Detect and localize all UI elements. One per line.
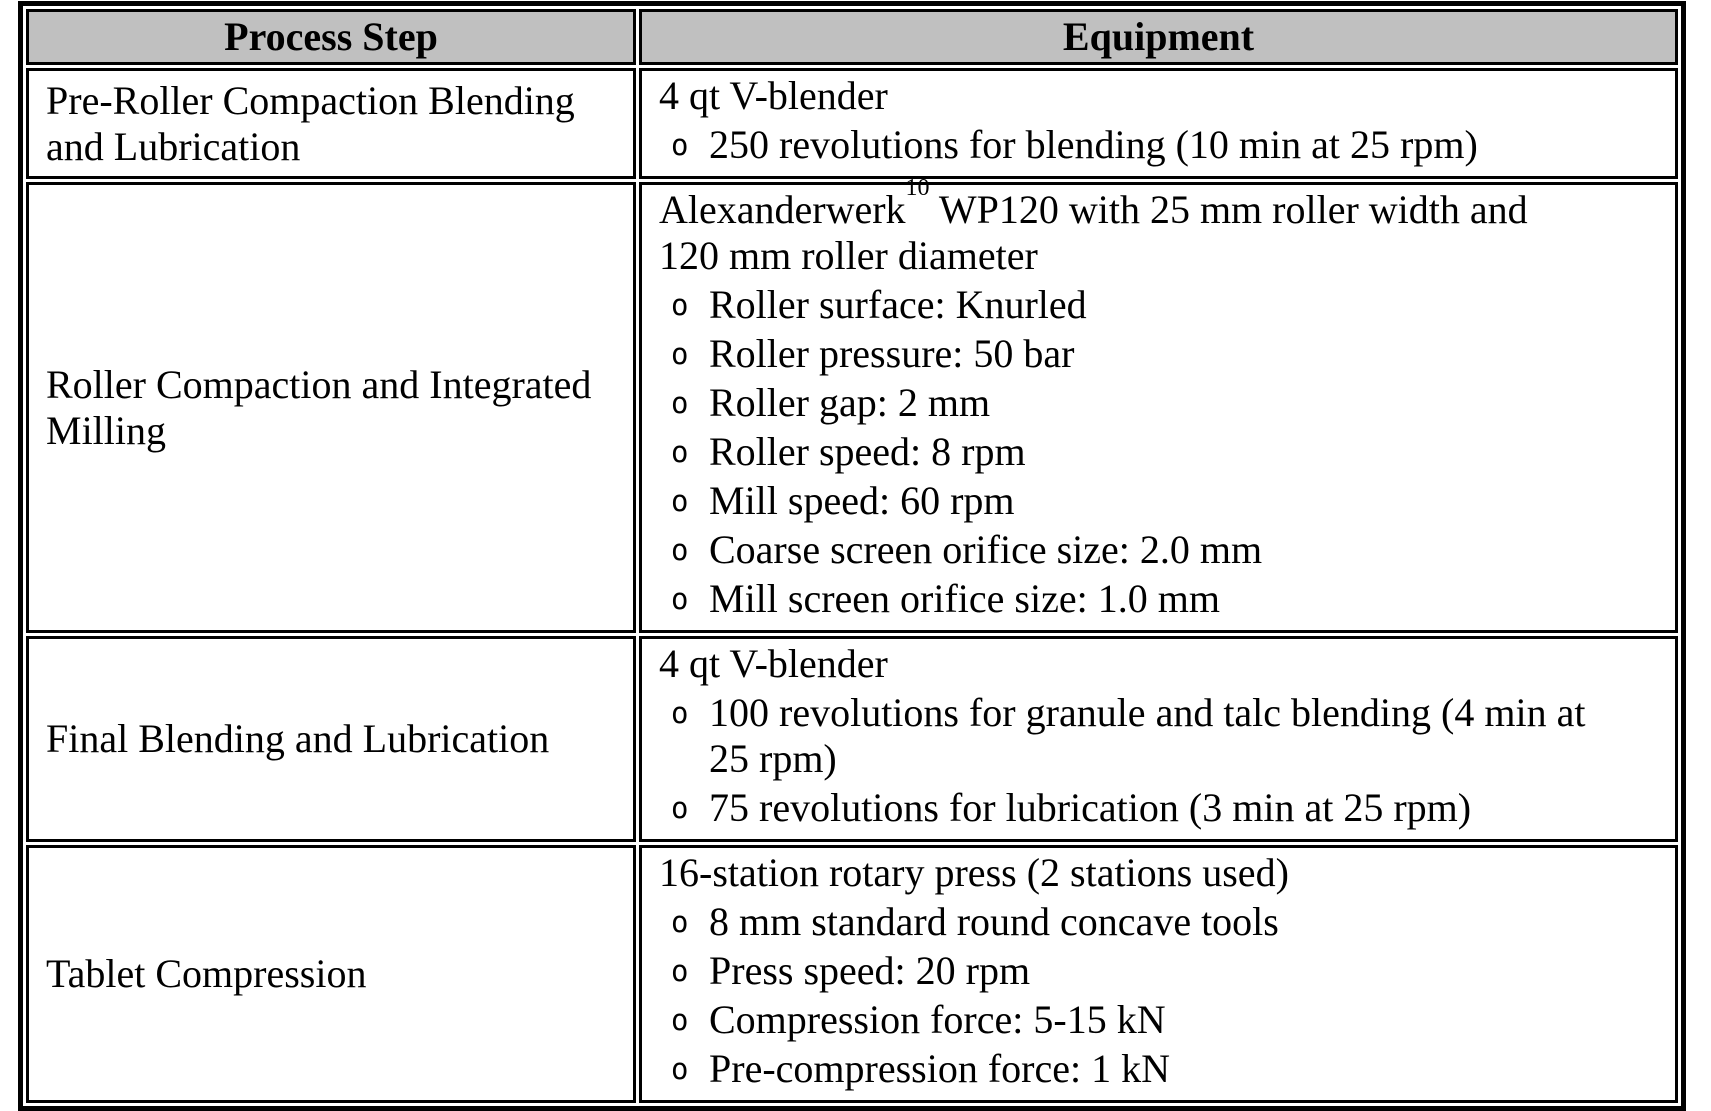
process-equipment-table <box>18 1 1686 1111</box>
bullet-marker: o <box>671 533 689 567</box>
bullet-text: 100 revolutions for granule and talc blending (4 min at 25 rpm) <box>709 690 1586 781</box>
bullet-text: Mill screen orifice size: 1.0 mm <box>709 576 1220 621</box>
process-step-cell: Tablet Compression <box>26 845 636 1103</box>
bullet-marker: o <box>671 696 689 730</box>
bullet-marker: o <box>671 484 689 518</box>
bullet-item <box>659 429 1589 475</box>
bullet-text: 75 revolutions for lubrication (3 min at 25 rpm) <box>709 785 1472 830</box>
equipment-intro-text: 16-station rotary press (2 stations used) <box>659 850 1289 895</box>
bullet-marker: o <box>671 386 689 420</box>
bullet-text: Roller gap: 2 mm <box>709 380 991 425</box>
equipment-intro <box>659 175 1589 279</box>
bullet-text: 250 revolutions for blending (10 min at 25 rpm) <box>709 122 1478 167</box>
bullet-marker: o <box>671 337 689 371</box>
bullet-item <box>659 380 1589 426</box>
reference-superscript: 10 <box>905 175 930 202</box>
bullet-marker: o <box>671 128 689 162</box>
bullet-marker: o <box>671 954 689 988</box>
bullet-text: Pre-compression force: 1 kN <box>709 1046 1170 1091</box>
bullet-marker: o <box>671 288 689 322</box>
bullet-marker: o <box>671 582 689 616</box>
bullet-text: Roller surface: Knurled <box>709 282 1087 327</box>
equipment-header-cell: Equipment <box>639 9 1678 65</box>
equipment-content <box>659 73 1589 168</box>
bullet-item <box>659 785 1589 831</box>
table-row <box>26 845 1678 1103</box>
equipment-content <box>659 850 1589 1092</box>
process-step-cell: Pre-Roller Compaction Blending and Lubrication <box>26 68 636 179</box>
bullet-text: Press speed: 20 rpm <box>709 948 1031 993</box>
bullet-marker: o <box>671 905 689 939</box>
bullet-marker: o <box>671 435 689 469</box>
bullet-item <box>659 948 1589 994</box>
bullet-text: Roller speed: 8 rpm <box>709 429 1026 474</box>
bullet-marker: o <box>671 1003 689 1037</box>
bullet-item <box>659 527 1589 573</box>
bullet-text: Compression force: 5-15 kN <box>709 997 1166 1042</box>
bullet-marker: o <box>671 791 689 825</box>
bullet-item <box>659 899 1589 945</box>
bullet-item <box>659 690 1589 782</box>
bullet-text: Coarse screen orifice size: 2.0 mm <box>709 527 1263 572</box>
bullet-item <box>659 576 1589 622</box>
bullet-marker: o <box>671 1052 689 1086</box>
equipment-intro-text: 4 qt V-blender <box>659 73 888 118</box>
bullet-item <box>659 282 1589 328</box>
equipment-cell <box>639 68 1678 179</box>
bullet-item <box>659 997 1589 1043</box>
bullet-item <box>659 331 1589 377</box>
process-step-cell: Final Blending and Lubrication <box>26 636 636 842</box>
table-header-row <box>26 9 1678 65</box>
table-row <box>26 636 1678 842</box>
equipment-intro-text: 4 qt V-blender <box>659 641 888 686</box>
equipment-content <box>659 175 1589 622</box>
bullet-text: Mill speed: 60 rpm <box>709 478 1015 523</box>
process-step-cell: Roller Compaction and Integrated Milling <box>26 182 636 633</box>
bullet-text: 8 mm standard round concave tools <box>709 899 1279 944</box>
equipment-intro <box>659 641 1589 687</box>
bullet-item <box>659 478 1589 524</box>
equipment-cell <box>639 636 1678 842</box>
equipment-cell <box>639 845 1678 1103</box>
equipment-intro-text: Alexanderwerk <box>659 187 906 232</box>
bullet-text: Roller pressure: 50 bar <box>709 331 1075 376</box>
bullet-item <box>659 122 1589 168</box>
equipment-cell <box>639 175 1678 633</box>
bullet-item <box>659 1046 1589 1092</box>
equipment-content <box>659 641 1589 831</box>
table-row <box>26 68 1678 179</box>
process-step-header-cell: Process Step <box>26 9 636 65</box>
equipment-intro <box>659 73 1589 119</box>
table-row <box>26 182 1678 633</box>
equipment-intro <box>659 850 1589 896</box>
equipment-intro-text-after: WP120 with 25 mm roller width and 120 mm roller diameter <box>659 187 1528 278</box>
